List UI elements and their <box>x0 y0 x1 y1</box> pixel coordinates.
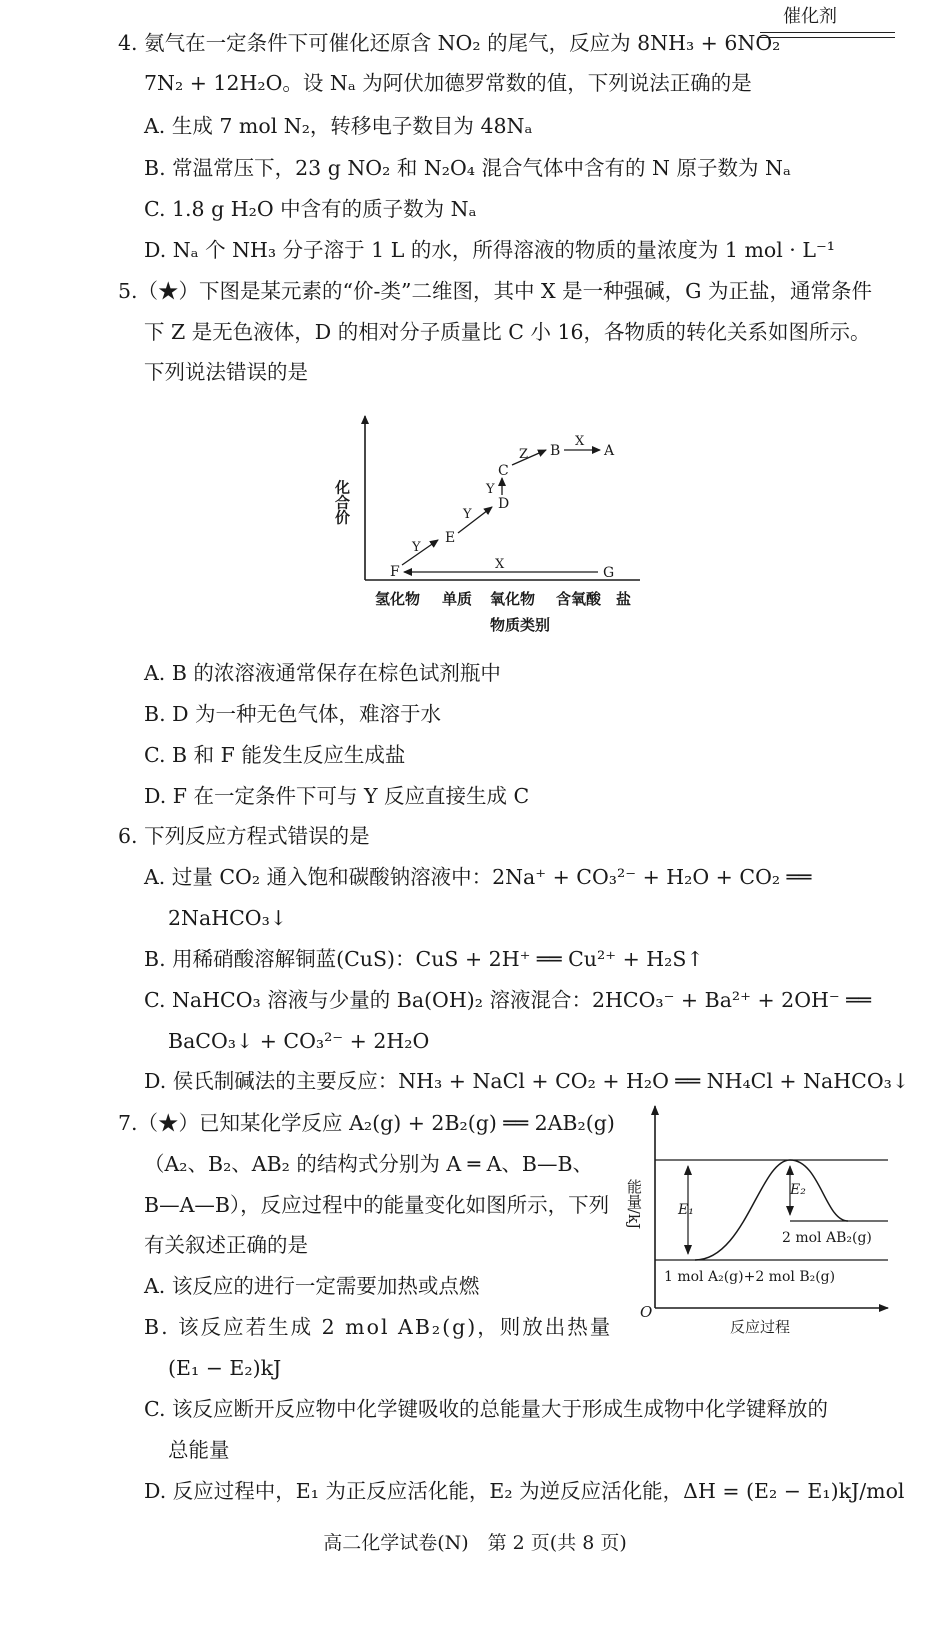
q7-stem-line3: B—A—B），反应过程中的能量变化如图所示，下列 <box>144 1193 610 1217</box>
edge-label: Y <box>486 482 495 497</box>
q5-option-d: D. F 在一定条件下可与 Y 反应直接生成 C <box>144 784 530 808</box>
q6-option-d: D. 侯氏制碱法的主要反应：NH₃ + NaCl + CO₂ + H₂O ══ NH₄Cl + NaHCO₃↓ <box>144 1069 910 1093</box>
node-g: G <box>603 565 615 581</box>
e2-label: E₂ <box>790 1182 806 1198</box>
edge-label: X <box>495 557 505 572</box>
node-d: D <box>498 496 510 512</box>
energy-diagram <box>620 1100 910 1350</box>
node-c: C <box>498 463 509 479</box>
catalyst-label: 催化剂 <box>783 6 837 27</box>
q5-option-c: C. B 和 F 能发生反应生成盐 <box>144 743 406 767</box>
q4-option-d: D. Nₐ 个 NH₃ 分子溶于 1 L 的水，所得溶液的物质的量浓度为 1 mol · L⁻¹ <box>144 238 835 262</box>
reactant-label: 1 mol A₂(g)+2 mol B₂(g) <box>664 1269 836 1285</box>
category-label: 氧化物 <box>490 590 536 608</box>
q7-option-b: B. 该反应若生成 2 mol AB₂(g)，则放出热量 <box>144 1315 613 1339</box>
category-label: 含氧酸 <box>556 590 602 608</box>
arrow-c-b <box>512 450 546 465</box>
q5-stem-line3: 下列说法错误的是 <box>144 360 308 384</box>
edge-label: Y <box>463 507 472 522</box>
edge-label: Y <box>412 540 421 555</box>
product-label: 2 mol AB₂(g) <box>782 1230 872 1246</box>
node-b: B <box>550 443 561 459</box>
q6-option-c-cont: BaCO₃↓ + CO₃²⁻ + 2H₂O <box>168 1029 430 1053</box>
node-e: E <box>445 530 456 546</box>
q6-option-a: A. 过量 CO₂ 通入饱和碳酸钠溶液中：2Na⁺ + CO₃²⁻ + H₂O + CO₂ ══ <box>144 865 812 889</box>
q5-option-a: A. B 的浓溶液通常保存在棕色试剂瓶中 <box>144 661 501 685</box>
q4-option-a: A. 生成 7 mol N₂，转移电子数目为 48Nₐ <box>144 114 533 138</box>
q4-option-c: C. 1.8 g H₂O 中含有的质子数为 Nₐ <box>144 197 477 221</box>
q7-stem-line4: 有关叙述正确的是 <box>144 1233 308 1257</box>
process-axis-label: 反应过程 <box>730 1318 791 1336</box>
q6-option-c: C. NaHCO₃ 溶液与少量的 Ba(OH)₂ 溶液混合：2HCO₃⁻ + Ba²⁺ + 2OH⁻ ══ <box>144 988 871 1012</box>
category-label: 盐 <box>616 590 632 608</box>
page-footer: 高二化学试卷(N) 第 2 页(共 8 页) <box>323 1532 627 1554</box>
q7-stem-line2: （A₂、B₂、AB₂ 的结构式分别为 A ═ A、B—B、 <box>144 1152 594 1176</box>
edge-label: X <box>575 434 585 449</box>
x-axis-label: 物质类别 <box>490 616 551 634</box>
e1-label: E₁ <box>678 1202 694 1218</box>
y-axis-label: 化合价 <box>333 479 351 525</box>
q5-stem-line2: 下 Z 是无色液体，D 的相对分子质量比 C 小 16，各物质的转化关系如图所示。 <box>144 320 871 344</box>
q7-option-c-cont: 总能量 <box>168 1438 230 1462</box>
q5-stem-line1: 5.（★）下图是某元素的“价-类”二维图，其中 X 是一种强碱，G 为正盐，通常条件 <box>118 279 872 303</box>
q6-option-b: B. 用稀硝酸溶解铜蓝(CuS)：CuS + 2H⁺ ══ Cu²⁺ + H₂S↑ <box>144 947 704 971</box>
q7-option-d: D. 反应过程中，E₁ 为正反应活化能，E₂ 为逆反应活化能，ΔH = (E₂ − E₁)kJ/mol <box>144 1479 905 1503</box>
q6-option-a-cont: 2NaHCO₃↓ <box>168 906 287 930</box>
node-a: A <box>604 443 615 459</box>
q7-option-a: A. 该反应的进行一定需要加热或点燃 <box>144 1274 480 1298</box>
equals-sign <box>760 32 895 38</box>
q4-stem-line1: 4. 氨气在一定条件下可催化还原含 NO₂ 的尾气，反应为 8NH₃ + 6NO₂ <box>118 31 781 55</box>
q5-option-b: B. D 为一种无色气体，难溶于水 <box>144 702 442 726</box>
q4-option-b: B. 常温常压下，23 g NO₂ 和 N₂O₄ 混合气体中含有的 N 原子数为 Nₐ <box>144 156 791 180</box>
category-label: 单质 <box>442 590 473 608</box>
q6-stem: 6. 下列反应方程式错误的是 <box>118 824 370 848</box>
q7-option-b-cont: (E₁ − E₂)kJ <box>168 1356 282 1380</box>
energy-axis-label: 能量/kJ <box>625 1178 643 1230</box>
node-f: F <box>390 564 400 580</box>
q7-stem-line1: 7.（★）已知某化学反应 A₂(g) + 2B₂(g) ══ 2AB₂(g) <box>118 1111 615 1135</box>
edge-label: Z <box>519 447 529 462</box>
category-label: 氢化物 <box>375 590 421 608</box>
origin-label: O <box>640 1303 653 1321</box>
valence-class-diagram <box>320 410 660 650</box>
q4-stem-line2: 7N₂ + 12H₂O。设 Nₐ 为阿伏加德罗常数的值，下列说法正确的是 <box>144 71 752 95</box>
q7-option-c: C. 该反应断开反应物中化学键吸收的总能量大于形成生成物中化学键释放的 <box>144 1397 828 1421</box>
